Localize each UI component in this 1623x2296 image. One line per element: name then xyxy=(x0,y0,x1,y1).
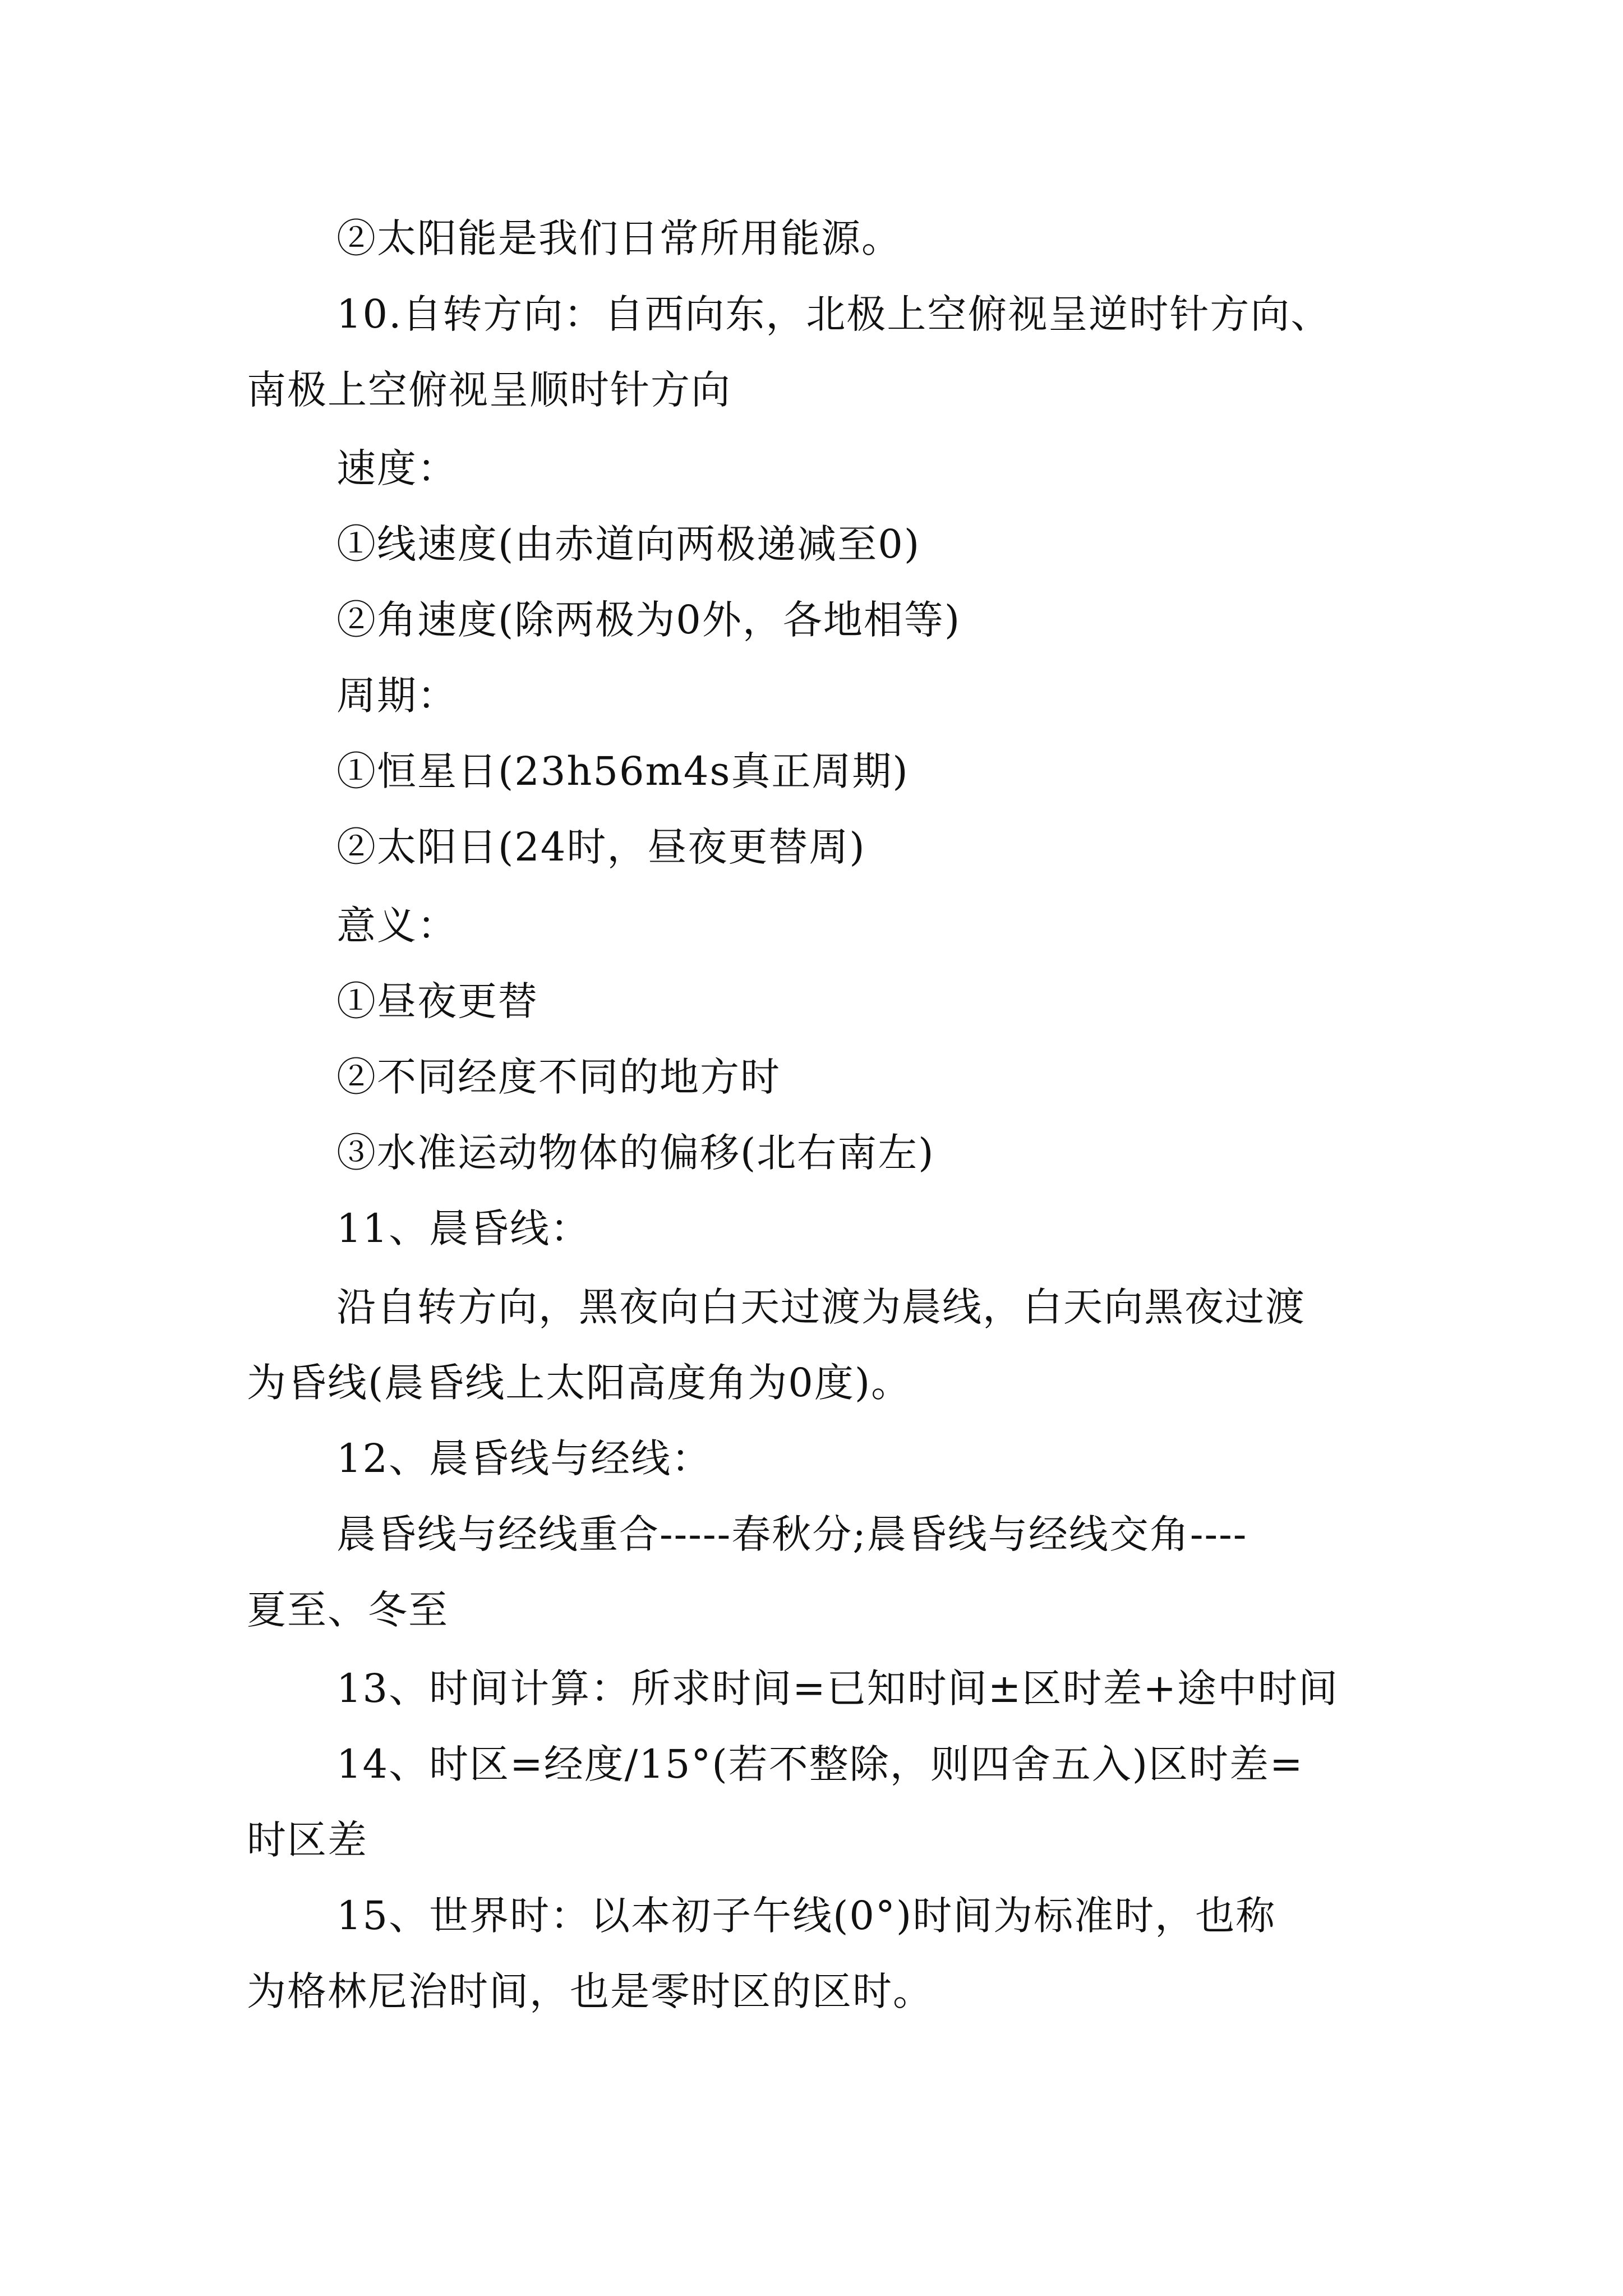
text-line: 10.自转方向：自西向东，北极上空俯视呈逆时针方向、 xyxy=(336,291,1331,337)
text-line: 周期： xyxy=(336,673,458,719)
text-line: ①昼夜更替 xyxy=(336,978,538,1024)
text-line: 11、晨昏线： xyxy=(336,1205,591,1251)
text-line: 13、时间计算：所求时间=已知时间±区时差+途中时间 xyxy=(336,1665,1339,1711)
text-line: ②太阳日(24时，昼夜更替周) xyxy=(336,824,866,870)
text-line: 沿自转方向，黑夜向白天过渡为晨线，白天向黑夜过渡 xyxy=(336,1284,1306,1330)
text-line: ①线速度(由赤道向两极递减至0) xyxy=(336,521,921,567)
text-line: 时区差 xyxy=(247,1817,368,1863)
text-line: 14、时区=经度/15°(若不整除，则四舍五入)区时差= xyxy=(336,1741,1304,1787)
text-line: ③水准运动物体的偏移(北右南左) xyxy=(336,1130,935,1176)
text-line: ①恒星日(23h56m4s真正周期) xyxy=(336,748,909,794)
text-line: 速度： xyxy=(336,445,458,491)
text-line: ②太阳能是我们日常所用能源。 xyxy=(336,215,902,261)
text-line: 意义： xyxy=(336,903,458,949)
text-line: 夏至、冬至 xyxy=(247,1587,449,1633)
text-line: ②不同经度不同的地方时 xyxy=(336,1054,781,1100)
text-line: 为格林尼治时间，也是零时区的区时。 xyxy=(247,1968,933,2014)
text-line: 南极上空俯视呈顺时针方向 xyxy=(247,367,731,413)
text-line: ②角速度(除两极为0外，各地相等) xyxy=(336,597,961,643)
text-line: 为昏线(晨昏线上太阳高度角为0度)。 xyxy=(247,1360,912,1406)
text-line: 12、晨昏线与经线： xyxy=(336,1435,712,1481)
text-line: 15、世界时：以本初子午线(0°)时间为标准时，也称 xyxy=(336,1893,1276,1939)
text-line: 晨昏线与经线重合-----春秋分;晨昏线与经线交角---- xyxy=(336,1511,1248,1557)
